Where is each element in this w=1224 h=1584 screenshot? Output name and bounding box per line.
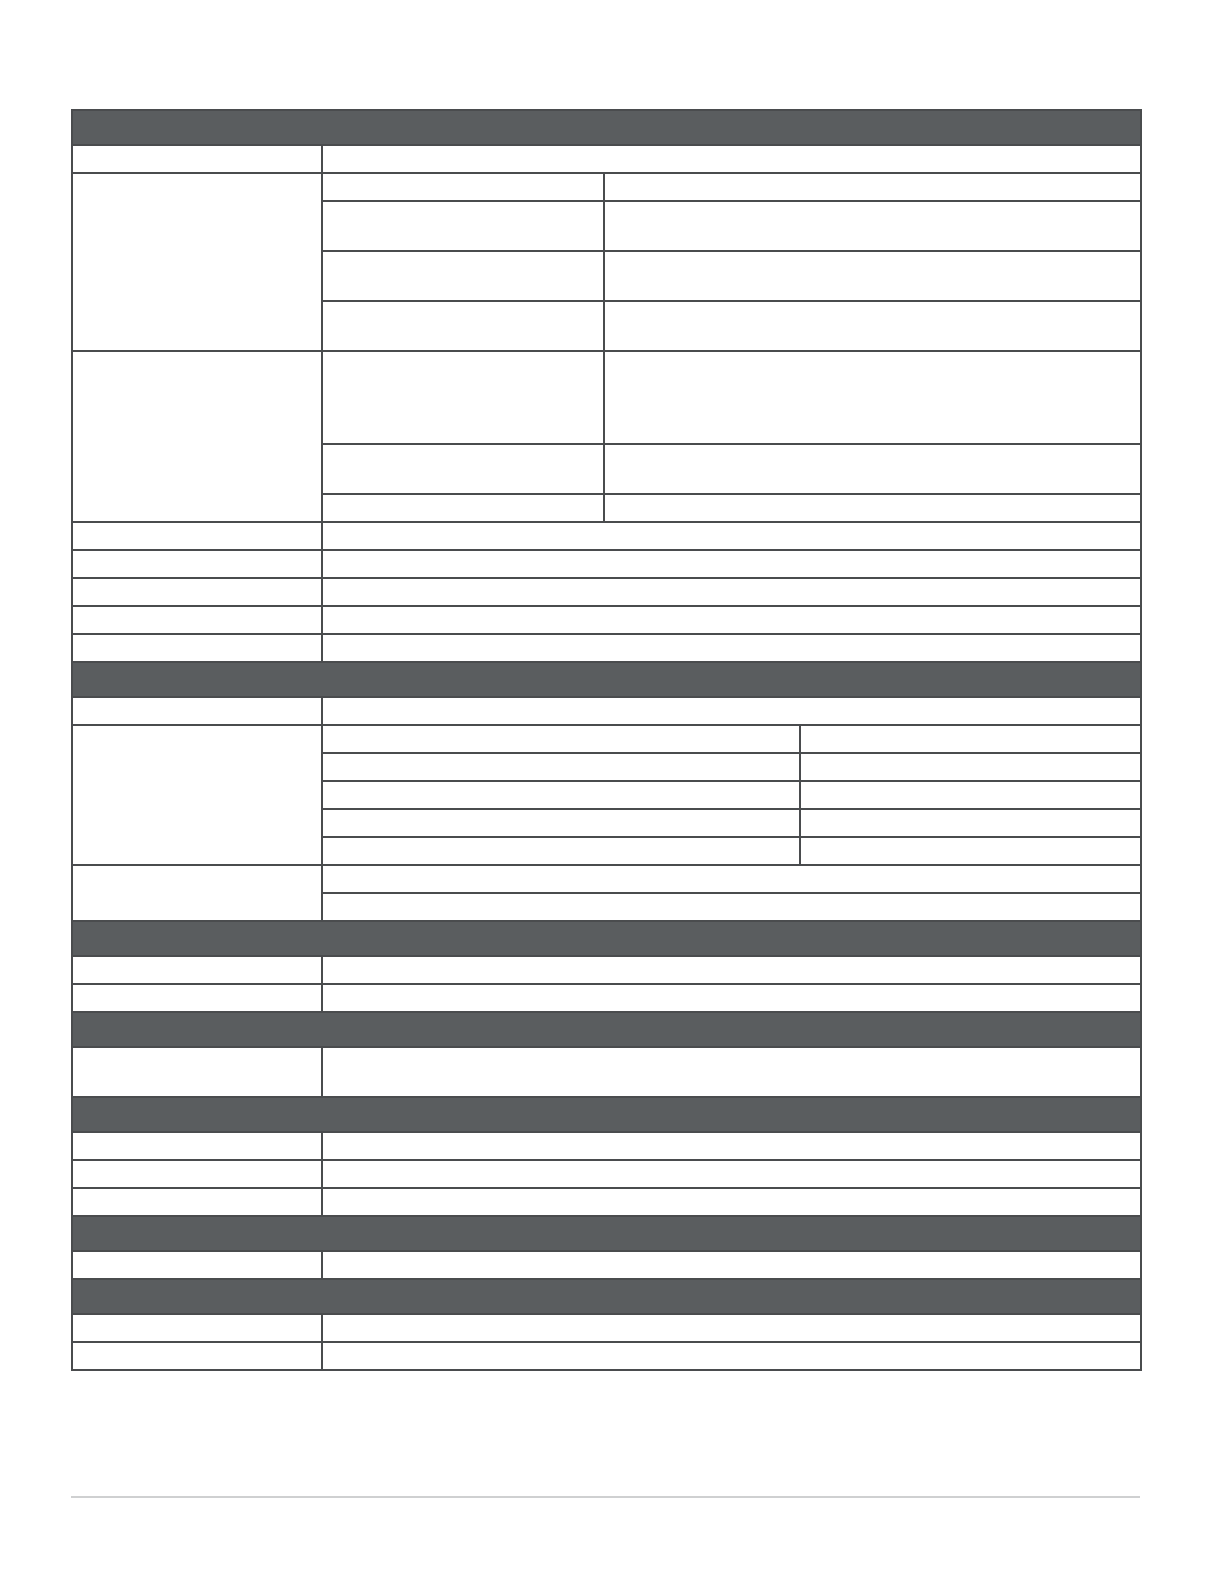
table-row	[72, 956, 1141, 984]
sub-label	[322, 837, 800, 865]
sub-label	[322, 301, 604, 351]
table-row	[72, 1188, 1141, 1216]
table-row	[72, 606, 1141, 634]
section-title	[72, 1216, 1141, 1251]
row-group-label	[72, 351, 322, 522]
section-title	[72, 662, 1141, 697]
row-value	[322, 522, 1141, 550]
section-header	[72, 1097, 1141, 1132]
table-row	[72, 1251, 1141, 1279]
sub-value	[800, 725, 1141, 753]
sub-value	[604, 251, 1141, 301]
row-value	[322, 578, 1141, 606]
table-row	[72, 1342, 1141, 1370]
row-label	[72, 1342, 322, 1370]
section-header	[72, 1216, 1141, 1251]
row-value	[322, 865, 1141, 893]
row-value	[322, 550, 1141, 578]
row-value	[322, 1314, 1141, 1342]
section-title	[72, 1279, 1141, 1314]
row-label	[72, 956, 322, 984]
table-row	[72, 634, 1141, 662]
row-label	[72, 1160, 322, 1188]
row-value	[322, 606, 1141, 634]
row-label	[72, 984, 322, 1012]
row-value	[322, 893, 1141, 921]
row-label	[72, 1132, 322, 1160]
specification-table	[71, 109, 1142, 1371]
row-label	[72, 1047, 322, 1097]
sub-label	[322, 725, 800, 753]
section-header	[72, 1279, 1141, 1314]
table-row	[72, 865, 1141, 893]
section-title	[72, 1012, 1141, 1047]
footer-divider	[71, 1496, 1140, 1498]
row-value	[322, 634, 1141, 662]
row-value	[322, 1342, 1141, 1370]
sub-label	[322, 351, 604, 444]
row-group-label	[72, 865, 322, 921]
table-row	[72, 984, 1141, 1012]
row-value	[322, 145, 1141, 173]
row-label	[72, 578, 322, 606]
sub-label	[322, 781, 800, 809]
table-row	[72, 173, 1141, 201]
sub-label	[322, 494, 604, 522]
sub-value	[800, 781, 1141, 809]
sub-label	[322, 173, 604, 201]
row-label	[72, 522, 322, 550]
sub-value	[604, 444, 1141, 494]
section-title	[72, 110, 1141, 145]
sub-value	[800, 753, 1141, 781]
table-row	[72, 725, 1141, 753]
table-row	[72, 145, 1141, 173]
sub-label	[322, 251, 604, 301]
sub-value	[800, 809, 1141, 837]
row-label	[72, 1188, 322, 1216]
sub-value	[800, 837, 1141, 865]
section-header	[72, 662, 1141, 697]
sub-value	[604, 301, 1141, 351]
sub-value	[604, 351, 1141, 444]
row-label	[72, 697, 322, 725]
section-title	[72, 1097, 1141, 1132]
table-row	[72, 351, 1141, 444]
table-row	[72, 697, 1141, 725]
row-value	[322, 697, 1141, 725]
row-group-label	[72, 173, 322, 351]
table-row	[72, 1314, 1141, 1342]
row-label	[72, 606, 322, 634]
row-value	[322, 956, 1141, 984]
row-label	[72, 550, 322, 578]
row-value	[322, 1251, 1141, 1279]
section-header	[72, 921, 1141, 956]
sub-value	[604, 494, 1141, 522]
sub-label	[322, 444, 604, 494]
section-header	[72, 1012, 1141, 1047]
row-value	[322, 1188, 1141, 1216]
row-value	[322, 984, 1141, 1012]
sub-label	[322, 809, 800, 837]
sub-value	[604, 173, 1141, 201]
section-title	[72, 921, 1141, 956]
row-label	[72, 1314, 322, 1342]
sub-label	[322, 201, 604, 251]
table-row	[72, 1047, 1141, 1097]
sub-value	[604, 201, 1141, 251]
table-row	[72, 1132, 1141, 1160]
table-row	[72, 522, 1141, 550]
table-row	[72, 1160, 1141, 1188]
row-label	[72, 145, 322, 173]
table-row	[72, 578, 1141, 606]
row-group-label	[72, 725, 322, 865]
row-value	[322, 1132, 1141, 1160]
section-header	[72, 110, 1141, 145]
row-value	[322, 1047, 1141, 1097]
row-value	[322, 1160, 1141, 1188]
row-label	[72, 634, 322, 662]
row-label	[72, 1251, 322, 1279]
sub-label	[322, 753, 800, 781]
table-row	[72, 550, 1141, 578]
